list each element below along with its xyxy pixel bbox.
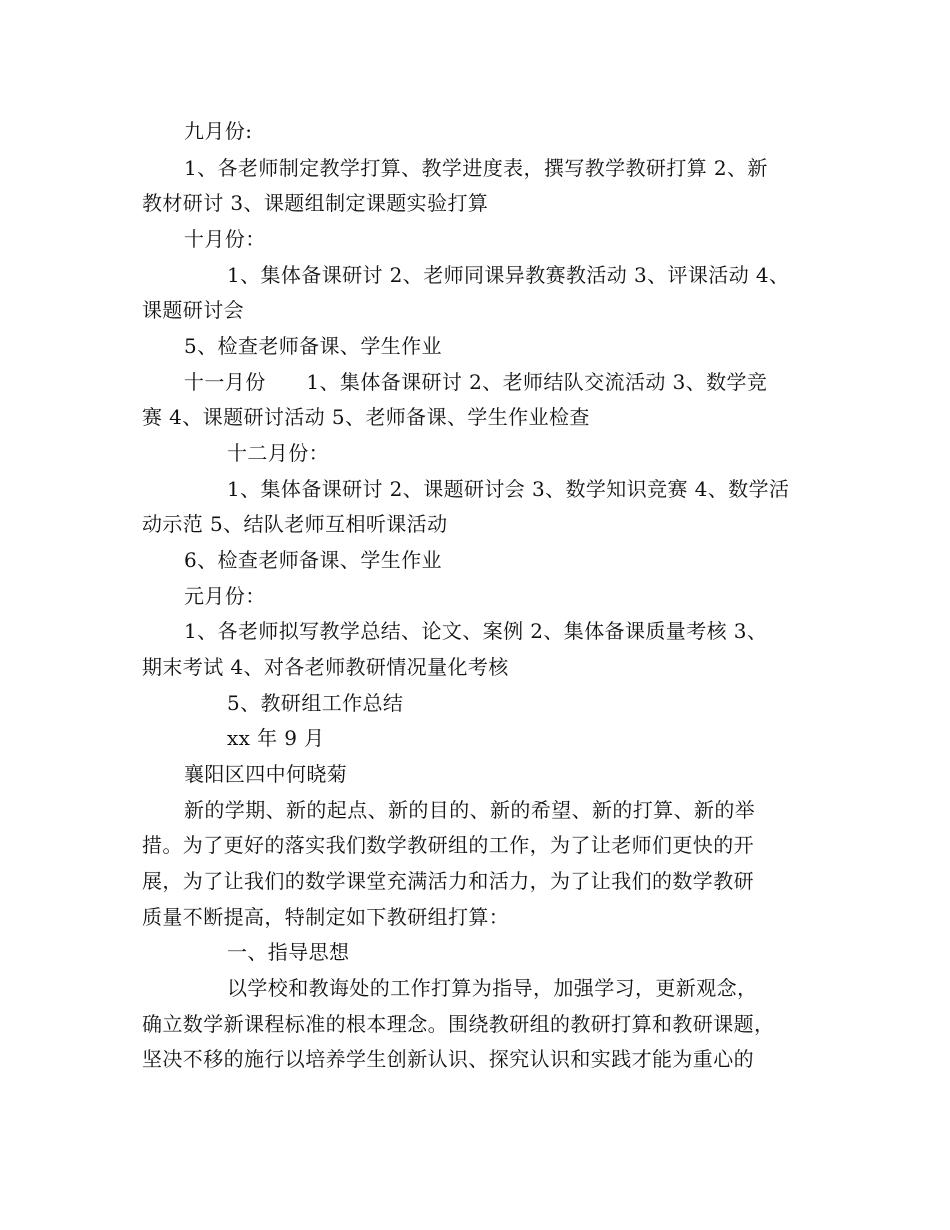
paragraph-line: 以学校和教诲处的工作打算为指导，加强学习，更新观念， [227,976,758,1000]
heading-december: 十二月份： [227,441,329,465]
paragraph-line: 十一月份 1、集体备课研讨 2、老师结队交流活动 3、数学竞 [184,370,768,394]
paragraph-line: 措。为了更好的落实我们数学教研组的工作，为了让老师们更快的开 [142,833,754,857]
heading-october: 十月份： [184,227,266,251]
paragraph-line: 1、各老师制定教学打算、教学进度表，撰写教学教研打算 2、新 [184,156,768,180]
paragraph-line: 赛 4、课题研讨活动 5、老师备课、学生作业检查 [142,405,590,429]
heading-january: 元月份： [184,584,266,608]
paragraph-line: 6、检查老师备课、学生作业 [184,548,442,572]
paragraph-line: 质量不断提高，特制定如下教研组打算： [142,905,510,929]
paragraph-line: 动示范 5、结队老师互相听课活动 [142,512,448,536]
date-line: xx 年 9 月 [227,726,325,750]
author-line: 襄阳区四中何晓菊 [184,762,348,786]
section-heading: 一、指导思想 [227,940,350,964]
paragraph-line: 期末考试 4、对各老师教研情况量化考核 [142,655,509,679]
paragraph-line: 5、检查老师备课、学生作业 [184,334,442,358]
heading-september: 九月份: [184,119,253,143]
paragraph-line: 坚决不移的施行以培养学生创新认识、探究认识和实践才能为重心的 [142,1047,754,1071]
paragraph-line: 新的学期、新的起点、新的目的、新的希望、新的打算、新的举 [184,798,756,822]
paragraph-line: 1、各老师拟写教学总结、论文、案例 2、集体备课质量考核 3、 [184,619,768,643]
paragraph-line: 确立数学新课程标准的根本理念。围绕教研组的教研打算和教研课题， [142,1012,775,1036]
paragraph-line: 课题研讨会 [142,298,244,322]
paragraph-line: 1、集体备课研讨 2、老师同课异教赛教活动 3、评课活动 4、 [227,263,790,287]
paragraph-line: 展，为了让我们的数学课堂充满活力和活力，为了让我们的数学教研 [142,869,754,893]
paragraph-line: 5、教研组工作总结 [227,691,404,715]
paragraph-line: 教材研讨 3、课题组制定课题实验打算 [142,191,489,215]
paragraph-line: 1、集体备课研讨 2、课题研讨会 3、数学知识竞赛 4、数学活 [227,477,790,501]
